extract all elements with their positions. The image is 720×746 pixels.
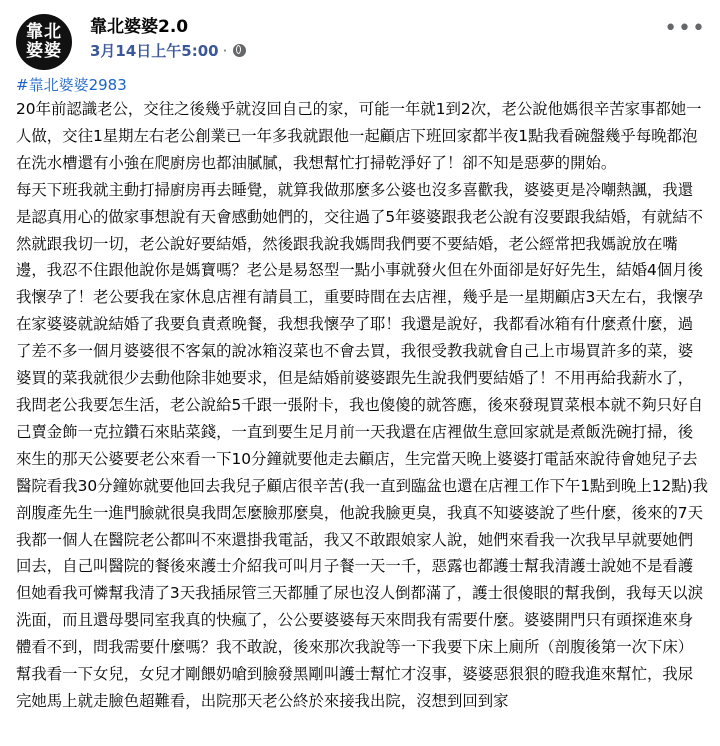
page-name[interactable]: 靠北婆婆2.0 (90, 17, 189, 37)
avatar-text-line1: 靠北 (26, 22, 62, 42)
post-body (16, 96, 708, 715)
page-avatar[interactable] (16, 14, 72, 70)
post-meta (90, 40, 246, 61)
post-timestamp[interactable]: 3月14日上午5:00 (90, 42, 219, 60)
post-header (0, 0, 720, 82)
avatar-text-line2: 婆婆 (26, 41, 62, 61)
globe-icon (233, 44, 246, 57)
ellipsis-icon[interactable]: ••• (664, 16, 706, 41)
post-paragraph: 每天下班我就主動打掃廚房再去睡覺，就算我做那麼多公婆也沒多喜歡我，婆婆更是冷嘲熱諷，我還是認真用心的做家事想說有天會感動她們的，交往過了5年婆婆跟我老公說有沒要跟我結婚，有就結不然就跟我切一切，老公說好要結婚，然後跟我說我媽問我們要不要結婚，老公經常把我媽說放在嘴邊，我忍不住跟他說你是媽寶嗎？老公是易怒型一點小事就發火但在外面卻是好好先生，結婚4個月後我懷孕了！老公要我在家休息店裡有請員工，重要時間在去店裡，幾乎是一星期顧店3天左右，我懷孕在家婆婆就說結婚了我要負責煮晚餐，我想我懷孕了耶！我還是說好，我都看冰箱有什麼煮什麼，過了差不多一個月婆婆很不客氣的說冰箱沒菜也不會去買，我很受教我就會自己上市場買許多的菜，婆婆買的菜我就很少去動他除非她要求，但是結婚前婆婆跟先生說我們要結婚了！不用再給我薪水了，我問老公我要怎生活，老公說給5千跟一張附卡，我也傻傻的就答應，後來發現買菜根本就不夠只好自己賣金飾一克拉鑽石來貼菜錢，一直到要生足月前一天我還在店裡做生意回家就是煮飯洗碗打掃，後來生的那天公婆要老公來看一下10分鐘就要他走去顧店，生完當天晚上婆婆打電話來說待會她兒子去醫院看我30分鐘妳就要他回去我兒子顧店很辛苦(我一直到臨盆也還在店裡工作下午1點到晚上12點)我剖腹產先生一進門臉就很臭我問怎麼臉那麼臭，他說我臉更臭，我真不知婆婆說了些什麼，後來的7天我都一個人在醫院老公都叫不來還掛我電話，我又不敢跟娘家人說，她們來看我一次我早早就要她們回去，自己叫醫院的餐後來護士介紹我可叫月子餐一天一千，惡露也都護士幫我清護士說她不是看護但她看我可憐幫我清了3天我插尿管三天都腫了尿也沒人倒都滿了，護士很傻眼的幫我倒，我每天以淚洗面，而且還母嬰同室我真的快瘋了，公公要婆婆每天來問我有需要什麼。婆婆開門只有頭探進來身體看不到，問我需要什麼嗎？我不敢說，後來那次我說等一下我要下床上廁所（剖腹後第一次下床）幫我看一下女兒，女兒才剛餵奶嗆到臉發黑剛叫護士幫忙才沒事，婆婆惡狠狠的瞪我進來幫忙，我尿完她馬上就走臉色超難看，出院那天老公終於來接我出院，沒想到回到家 (16, 180, 708, 710)
post-hashtag[interactable]: #靠北婆婆2983 (16, 76, 127, 94)
meta-separator: · (222, 41, 228, 60)
post-paragraph: 20年前認識老公，交往之後幾乎就沒回自己的家，可能一年就1到2次，老公說他媽很辛苦家事都她一人做，交往1星期左右老公創業已一年多我就跟他一起顧店下班回家都半夜1點我看碗盤幾乎每晚都泡在洗水槽還有小強在爬廚房也都油膩膩，我想幫忙打掃乾淨好了！卻不知是惡夢的開始。 (16, 100, 702, 172)
